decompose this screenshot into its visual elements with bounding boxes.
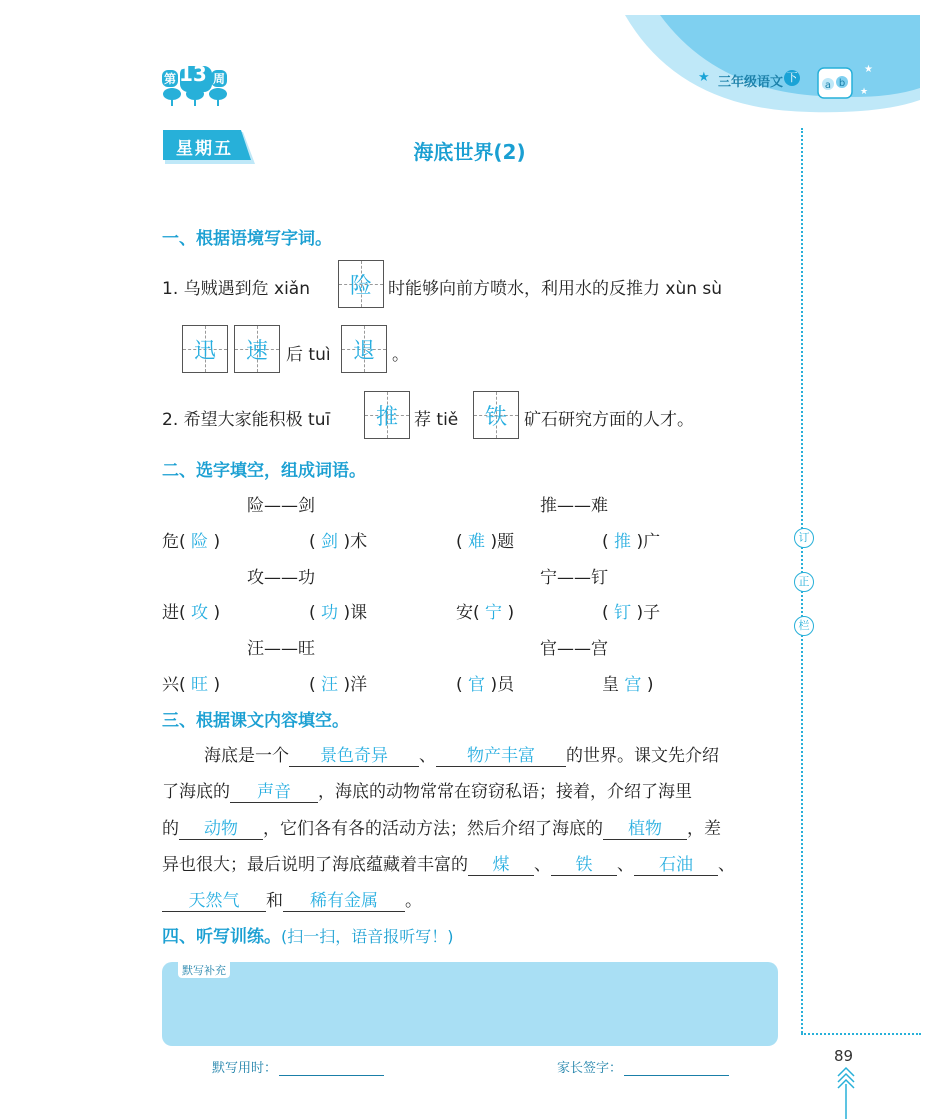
fill-item: ( 剑 )术 bbox=[309, 532, 368, 552]
fill-answer[interactable]: 攻 bbox=[191, 603, 209, 623]
star-icon: ★ bbox=[698, 70, 710, 85]
section4-note: (扫一扫，语音报听写！) bbox=[281, 927, 454, 946]
passage-line-3: 的 动物 ，它们各有各的活动方法；然后介绍了海底的 植物 ，差 bbox=[162, 814, 721, 840]
week-prefix: 第 bbox=[164, 72, 177, 86]
fill-answer[interactable]: 旺 bbox=[191, 675, 209, 695]
grade-label: 三年级语文 bbox=[718, 75, 784, 90]
fill-answer[interactable]: 险 bbox=[191, 532, 209, 552]
cube-letter-a: a bbox=[824, 80, 832, 91]
section4-heading: 四、听写训练。(扫一扫，语音报听写！) bbox=[162, 927, 454, 947]
blank-answer[interactable]: 稀有金属 bbox=[283, 886, 405, 912]
fill-answer[interactable]: 功 bbox=[321, 603, 339, 623]
pair-label: 官——宫 bbox=[540, 639, 608, 659]
fill-answer[interactable]: 剑 bbox=[321, 532, 339, 552]
fill-item: ( 推 )广 bbox=[602, 532, 661, 552]
fill-item: ( 汪 )洋 bbox=[309, 675, 368, 695]
dictation-box[interactable] bbox=[162, 962, 778, 1046]
fill-item: 安( 宁 ) bbox=[456, 603, 515, 623]
header-swoosh bbox=[620, 0, 939, 125]
fill-item: 皇 宫 ) bbox=[602, 675, 654, 695]
q1-answer-box-3[interactable]: 退 bbox=[341, 325, 387, 373]
pair-label: 险——剑 bbox=[247, 496, 315, 516]
pair-label: 汪——旺 bbox=[247, 639, 315, 659]
q2-text-part1: 2. 希望大家能积极 tuī bbox=[162, 410, 331, 430]
blank-answer[interactable]: 动物 bbox=[179, 814, 263, 840]
q1-text-part3: 后 tuì bbox=[286, 345, 331, 365]
fill-item: ( 官 )员 bbox=[456, 675, 515, 695]
week-number: 13 bbox=[179, 62, 207, 86]
blank-answer[interactable]: 植物 bbox=[603, 814, 687, 840]
section3-heading: 三、根据课文内容填空。 bbox=[162, 711, 349, 731]
q1-answer-box-1[interactable]: 险 bbox=[338, 260, 384, 308]
q2-answer-box-1[interactable]: 推 bbox=[364, 391, 410, 439]
blank-answer[interactable]: 声音 bbox=[230, 777, 318, 803]
svg-text:★: ★ bbox=[860, 87, 869, 97]
page-title: 海底世界(2) bbox=[413, 140, 526, 164]
blank-answer[interactable]: 石油 bbox=[634, 850, 718, 876]
fill-item: 兴( 旺 ) bbox=[162, 675, 221, 695]
section2-heading: 二、选字填空，组成词语。 bbox=[162, 461, 366, 481]
correction-label: 订 bbox=[794, 528, 814, 548]
pair-label: 宁——钉 bbox=[540, 568, 608, 588]
blank-answer[interactable]: 景色奇异 bbox=[289, 741, 419, 767]
dictation-time-field[interactable]: 默写用时： bbox=[212, 1057, 384, 1076]
q1-answer-box-2b[interactable]: 速 bbox=[234, 325, 280, 373]
blank-answer[interactable]: 物产丰富 bbox=[436, 741, 566, 767]
fill-answer[interactable]: 宫 bbox=[624, 675, 642, 695]
q2-text-part3: 矿石研究方面的人才。 bbox=[524, 410, 694, 430]
section1-heading: 一、根据语境写字词。 bbox=[162, 229, 332, 249]
blank-answer[interactable]: 煤 bbox=[468, 850, 534, 876]
abc-cube-icon bbox=[814, 60, 874, 105]
parent-signature-field[interactable]: 家长签字： bbox=[557, 1057, 729, 1076]
grade-term-badge: 下 bbox=[784, 70, 800, 86]
cube-letter-b: b bbox=[838, 78, 846, 89]
fill-item: 危( 险 ) bbox=[162, 532, 221, 552]
blank-answer[interactable]: 铁 bbox=[551, 850, 617, 876]
fill-answer[interactable]: 推 bbox=[614, 532, 632, 552]
passage-line-5: 天然气 和 稀有金属 。 bbox=[162, 886, 422, 912]
blank-answer[interactable]: 天然气 bbox=[162, 886, 266, 912]
fill-answer[interactable]: 官 bbox=[468, 675, 486, 695]
q2-answer-box-2[interactable]: 铁 bbox=[473, 391, 519, 439]
fill-answer[interactable]: 宁 bbox=[485, 603, 503, 623]
page-number: 89 bbox=[834, 1047, 854, 1065]
q1-end: 。 bbox=[392, 345, 409, 365]
dictation-box-label: 默写补充 bbox=[178, 962, 230, 978]
fill-item: ( 功 )课 bbox=[309, 603, 368, 623]
passage-line-1: 海底是一个 景色奇异 、 物产丰富 的世界。课文先介绍 bbox=[204, 741, 719, 767]
passage-line-4: 异也很大；最后说明了海底蕴藏着丰富的 煤 、 铁 、 石油 、 bbox=[162, 850, 735, 876]
fill-item: ( 钉 )子 bbox=[602, 603, 661, 623]
q1-answer-box-2a[interactable]: 迅 bbox=[182, 325, 228, 373]
fill-item: 进( 攻 ) bbox=[162, 603, 221, 623]
passage-line-2: 了海底的 声音 ，海底的动物常常在窃窃私语；接着，介绍了海里 bbox=[162, 777, 692, 803]
fill-item: ( 难 )题 bbox=[456, 532, 515, 552]
q2-text-part2: 荐 tiě bbox=[414, 410, 459, 430]
fill-answer[interactable]: 钉 bbox=[614, 603, 632, 623]
fill-answer[interactable]: 难 bbox=[468, 532, 486, 552]
pair-label: 推——难 bbox=[540, 496, 608, 516]
q1-text-part1: 1. 乌贼遇到危 xiǎn bbox=[162, 279, 311, 299]
q1-text-part2: 时能够向前方喷水，利用水的反推力 xùn sù bbox=[388, 279, 723, 299]
day-label: 星期五 bbox=[176, 139, 233, 159]
correction-margin-bottom-line bbox=[801, 1033, 921, 1035]
svg-text:★: ★ bbox=[864, 64, 873, 75]
week-suffix: 周 bbox=[213, 72, 226, 86]
pair-label: 攻——功 bbox=[247, 568, 315, 588]
correction-label: 正 bbox=[794, 572, 814, 592]
correction-label: 栏 bbox=[794, 616, 814, 636]
up-arrow-icon bbox=[836, 1064, 856, 1119]
fill-answer[interactable]: 汪 bbox=[321, 675, 339, 695]
